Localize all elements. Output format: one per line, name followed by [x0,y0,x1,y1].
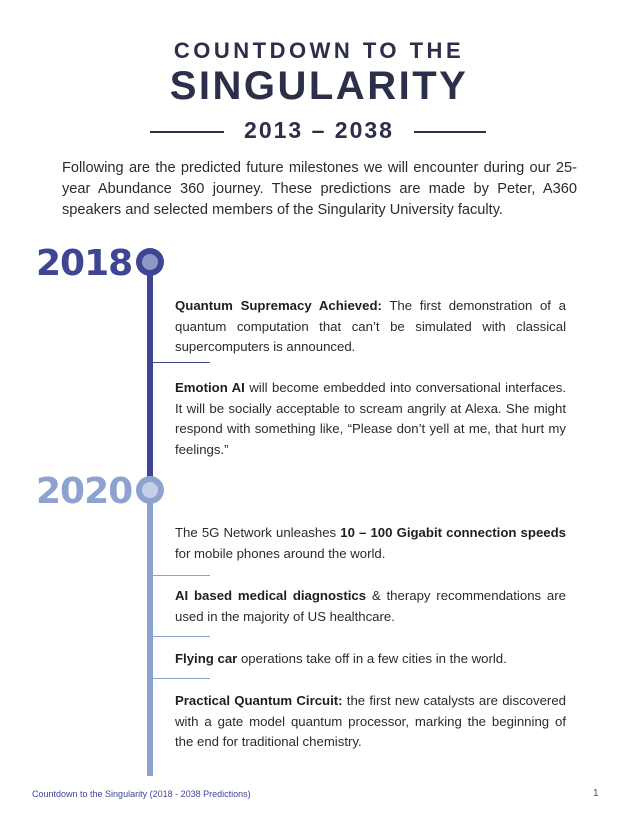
timeline-node-2018-icon [136,248,164,276]
milestone-text: for mobile phones around the world. [175,545,386,561]
year-heading-2020: 2020 [36,471,133,512]
milestone-practical-quantum-circuit [175,691,566,753]
milestone-text: the first new catalysts are discovered with a gate model quantum processor, marking the beginning of the end for traditional chemistry. [175,693,566,749]
divider-right [414,131,486,133]
timeline-line-2020 [147,500,153,776]
milestone-separator [150,362,210,363]
milestone-separator [150,575,210,576]
milestone-title: Quantum Supremacy Achieved: [175,298,382,313]
milestone-separator [150,678,210,679]
year-heading-2018: 2018 [36,243,133,284]
timeline-line-2018 [147,270,153,478]
year-range: 2013 – 2038 [244,117,394,143]
milestone-text: will become embedded into conversational interfaces. It will be socially acceptable to scream angrily at Alexa. She might respond with something like, “Please don’t yell at me, that hurt my feelings.” [175,380,566,457]
timeline-node-2020-icon [136,476,164,504]
year-range-row [0,117,638,145]
milestone-title: AI based medical diagnostics [175,588,367,603]
milestone-flying-car [175,649,566,670]
milestone-separator [150,636,210,637]
milestone-emotion-ai [175,378,566,460]
milestone-text: operations take off in a few cities in the world. [237,651,507,666]
milestone-title: Emotion AI [175,380,245,395]
footer-caption: Countdown to the Singularity (2018 - 2038 Predictions) [32,789,251,799]
page-number: 1 [593,788,599,799]
milestone-title: 10 – 100 Gigabit connection speeds [340,525,567,540]
milestone-text: The first demonstration of a quantum computation that can’t be simulated with classical supercomputers is announced. [175,298,566,354]
milestone-title: Flying car [175,651,238,666]
milestone-text: & therapy recommendations are used in the majority of US healthcare. [175,588,566,624]
milestone-ai-medical-diagnostics [175,586,566,627]
milestone-quantum-supremacy [175,296,566,358]
title-top: COUNTDOWN TO THE [173,38,465,63]
intro-paragraph: Following are the predicted future milestones we will encounter during our 25-year Abundance 360 journey. These predictions are made by Peter, A360 speakers and selected members of the Singularity University faculty. [62,160,577,218]
milestone-5g-network [175,523,566,564]
milestone-title: Practical Quantum Circuit: [175,693,343,708]
page-title: SINGULARITY [169,64,469,108]
milestone-text-pre: The 5G Network unleashes [175,525,341,540]
